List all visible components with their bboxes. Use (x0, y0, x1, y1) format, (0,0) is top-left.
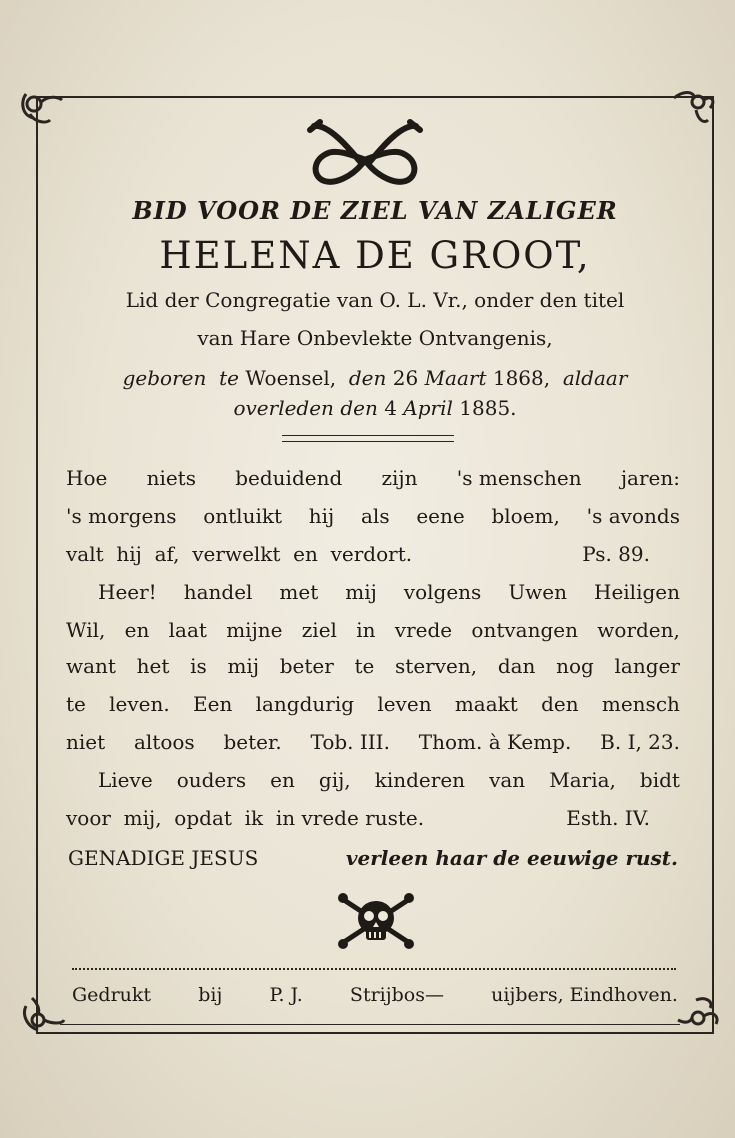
p2-line-5-word: altoos (133, 730, 195, 754)
printer-line-word: P. J. (269, 984, 303, 1006)
prayer-heading: BID VOOR DE ZIEL VAN ZALIGER (132, 196, 618, 225)
birth-place: Woensel, (245, 366, 337, 390)
p1-line-1-word: 's menschen (456, 466, 582, 490)
p1-line-1 (66, 466, 680, 490)
p2-line-4-word: te (66, 692, 86, 716)
p1-line-2-word: 's morgens (66, 504, 177, 528)
p2-line-3-word: sterven, (395, 654, 478, 678)
p2-line-1-word: mij (345, 580, 377, 604)
p1-line-2-word: bloem, (491, 504, 560, 528)
skull-and-crossbones-icon (336, 892, 416, 950)
p1-line-1-word: Hoe (66, 466, 108, 490)
p3-line-1-word: Lieve (98, 768, 153, 792)
p2-line-5-word: B. I, 23. (600, 730, 680, 754)
birth-year: 1868, (492, 366, 551, 390)
p3-line-1-word: bidt (639, 768, 680, 792)
p2-line-2-word: en (124, 618, 150, 642)
death-line (40, 396, 710, 420)
p1-line-2-word: ontluikt (203, 504, 283, 528)
printer-line-word: uijbers, Eindhoven. (491, 984, 678, 1006)
p2-line-3-word: is (190, 654, 207, 678)
printer-line-word: bij (198, 984, 223, 1006)
p3-line-1-word: gij, (318, 768, 351, 792)
birth-te: te (219, 366, 239, 390)
p2-line-4-word: leven. (109, 692, 170, 716)
p1-line-3 (66, 542, 650, 566)
p2-line-1-word: met (279, 580, 319, 604)
p2-line-3 (66, 654, 680, 678)
p3-line-1-word: en (270, 768, 295, 792)
p2-line-5-word: Tob. III. (310, 730, 390, 754)
p2-line-1 (98, 580, 680, 604)
p2-line-3-word: beter (279, 654, 334, 678)
p2-line-3-word: langer (614, 654, 680, 678)
printer-line (72, 984, 678, 1006)
p2-line-1-word: Heer! (98, 580, 157, 604)
p2-line-4-word: leven (377, 692, 432, 716)
p1-line-2-word: als (361, 504, 390, 528)
p2-line-2 (66, 618, 680, 642)
double-divider (282, 435, 454, 442)
p2-line-1-word: Uwen (508, 580, 568, 604)
p2-line-2-word: laat (168, 618, 207, 642)
printer-rule (60, 1024, 680, 1025)
p2-line-5-word: niet (66, 730, 106, 754)
deceased-name: HELENA DE GROOT, (159, 234, 591, 277)
birth-den: den (348, 366, 387, 390)
p1-line-2-word: hij (308, 504, 335, 528)
p2-line-5-word: beter. (223, 730, 282, 754)
p2-line-3-word: nog (556, 654, 594, 678)
p2-line-4 (66, 692, 680, 716)
p1-line-1-word: zijn (381, 466, 418, 490)
death-day: 4 (384, 396, 397, 420)
birth-word: geboren (122, 366, 207, 390)
p2-line-1-word: Heiligen (594, 580, 680, 604)
p3-line-1-word: Maria, (549, 768, 616, 792)
crossed-bones-emblem-icon (300, 116, 430, 190)
closing-line (68, 846, 678, 870)
p1-line-1-word: jaren: (620, 466, 680, 490)
p2-line-3-word: dan (497, 654, 536, 678)
p3-line-1-word: kinderen (374, 768, 466, 792)
psalm-reference: Ps. 89. (582, 542, 650, 566)
p2-line-4-word: maakt (454, 692, 518, 716)
p2-line-4-word: den (541, 692, 579, 716)
p3-line-1-word: ouders (176, 768, 247, 792)
p2-line-3-word: te (354, 654, 375, 678)
p2-line-4-word: Een (193, 692, 233, 716)
p3-line-1-word: van (489, 768, 526, 792)
p2-line-2-word: Wil, (66, 618, 106, 642)
p1-line-2-word: 's avonds (586, 504, 680, 528)
dotted-divider (72, 968, 676, 970)
p2-line-1-word: handel (183, 580, 253, 604)
death-den: den (340, 396, 378, 420)
p1-line-1-word: beduidend (235, 466, 343, 490)
p2-line-4-word: langdurig (255, 692, 355, 716)
death-month: April (403, 396, 453, 420)
p2-line-5-word: Thom. à Kemp. (418, 730, 572, 754)
corner-flourish-top-left-icon (16, 80, 66, 130)
p2-line-3-word: want (66, 654, 116, 678)
p2-line-3-word: het (136, 654, 170, 678)
p1-line-2 (66, 504, 680, 528)
p1-line-2-word: eene (416, 504, 465, 528)
birth-line (40, 366, 710, 390)
p3-line-2-text: voor mij, opdat ik in vrede ruste. (66, 806, 425, 830)
p2-line-4-word: mensch (601, 692, 680, 716)
p2-line-1-word: volgens (403, 580, 482, 604)
p1-line-1-word: niets (146, 466, 196, 490)
p2-line-5 (66, 730, 680, 754)
death-word: overleden (233, 396, 334, 420)
p3-line-2 (66, 806, 650, 830)
corner-flourish-bottom-left-icon (18, 990, 68, 1040)
corner-flourish-top-right-icon (670, 80, 720, 130)
p2-line-2-word: mijne (226, 618, 283, 642)
corner-flourish-bottom-right-icon (676, 990, 726, 1040)
birth-month: Maart (424, 366, 487, 390)
esther-reference: Esth. IV. (566, 806, 650, 830)
congregation-title-line: van Hare Onbevlekte Ontvangenis, (197, 326, 553, 350)
p2-line-2-word: worden, (597, 618, 680, 642)
birth-aldaar: aldaar (562, 366, 628, 390)
closing-italic: verleen haar de eeuwige rust. (345, 846, 678, 870)
p2-line-2-word: ontvangen (471, 618, 578, 642)
closing-upper: GENADIGE JESUS (68, 846, 259, 870)
congregation-line: Lid der Congregatie van O. L. Vr., onder den titel (125, 288, 625, 312)
p2-line-2-word: in (356, 618, 376, 642)
p3-line-1 (98, 768, 680, 792)
p2-line-2-word: vrede (394, 618, 453, 642)
p2-line-2-word: ziel (301, 618, 337, 642)
printer-line-word: Gedrukt (72, 984, 152, 1006)
printer-line-word: Strijbos— (349, 984, 444, 1006)
birth-day: 26 (392, 366, 419, 390)
p1-line-3-text: valt hij af, verwelkt en verdort. (66, 542, 413, 566)
death-year: 1885. (459, 396, 517, 420)
p2-line-3-word: mij (227, 654, 260, 678)
